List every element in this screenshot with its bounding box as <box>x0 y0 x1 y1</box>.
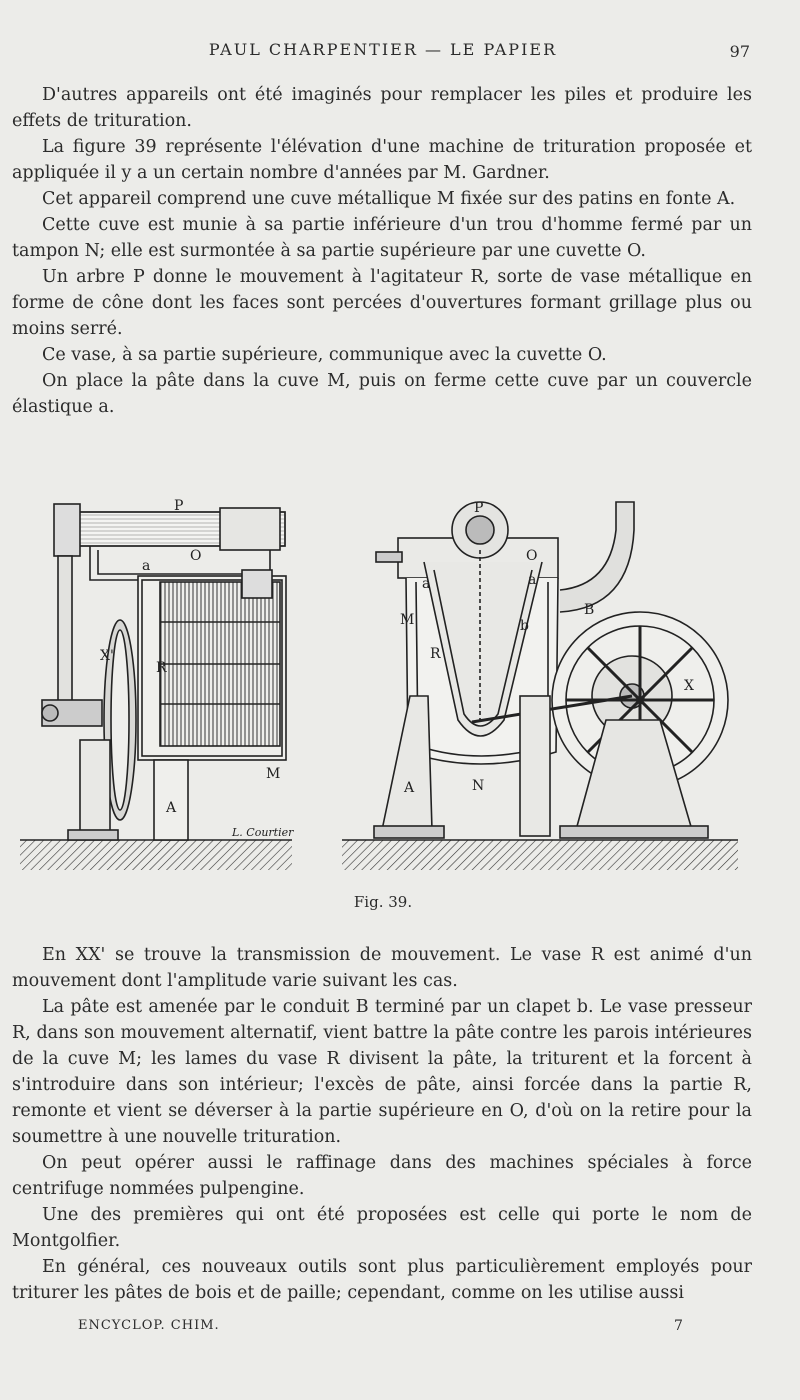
figure-caption: Fig. 39. <box>353 893 413 911</box>
label-O-right: O <box>526 548 538 564</box>
label-N-right: N <box>472 778 485 794</box>
footer-sheet-number: 7 <box>674 1318 683 1334</box>
label-M-left: M <box>266 766 281 782</box>
label-X-left: X' <box>100 648 114 664</box>
right-section <box>342 502 738 870</box>
machine-engraving <box>20 490 760 880</box>
label-M-right: M <box>400 612 415 628</box>
label-b-right: b <box>520 618 529 634</box>
top-text-block <box>12 82 752 420</box>
label-O-left: O <box>190 548 202 564</box>
label-a1-right: a <box>422 576 431 592</box>
label-R-left: R <box>156 660 167 676</box>
paragraph: La pâte est amenée par le conduit B terminé par un clapet b. Le vase presseur R, dans son mouvement alternatif, vient battre la pâte contre les parois intérieures de la cuve M; les lames du vase R divisent la pâte, la triturent et la forcent à s'introduire dans son intérieur; l'excès de pâte, ainsi forcée dans la partie R, remonte et vient se déverser à la partie supérieure en O, d'où on la retire pour la soumettre à une nouvelle trituration. <box>12 997 752 1147</box>
paragraph: Cette cuve est munie à sa partie inférieure d'un trou d'homme fermé par un tampon N; elle est surmontée à sa partie supérieure par une cuvette O. <box>12 215 752 261</box>
left-elevation <box>20 504 292 870</box>
paragraph: Ce vase, à sa partie supérieure, communique avec la cuvette O. <box>42 345 607 365</box>
label-X-right: X <box>684 678 694 694</box>
page-number: 97 <box>729 42 750 61</box>
paragraph: Cet appareil comprend une cuve métallique M fixée sur des patins en fonte A. <box>42 189 736 209</box>
figure-39 <box>20 490 760 880</box>
running-title: PAUL CHARPENTIER — LE PAPIER <box>208 40 558 59</box>
page-header <box>0 40 800 64</box>
label-A-left: A <box>166 800 177 816</box>
label-P-left: P <box>174 498 184 514</box>
label-a-left: a <box>142 558 151 574</box>
bottom-text-block <box>12 942 752 1306</box>
footer-signature-mark: ENCYCLOP. CHIM. <box>78 1318 220 1333</box>
label-R-right: R <box>430 646 441 662</box>
label-a2-right: a <box>528 572 537 588</box>
page-footer <box>0 1318 800 1340</box>
paragraph: On place la pâte dans la cuve M, puis on ferme cette cuve par un couvercle élastique a. <box>12 371 752 417</box>
paragraph: La figure 39 représente l'élévation d'une machine de trituration proposée et appliquée il y a un certain nombre d'années par M. Gardner. <box>12 137 752 183</box>
paragraph: En général, ces nouveaux outils sont plus particulièrement employés pour triturer les pâtes de bois et de paille; cependant, comme on les utilise aussi <box>12 1257 752 1303</box>
label-B-right: B <box>584 602 595 618</box>
label-A-right: A <box>404 780 415 796</box>
engraver-signature: L. Courtier <box>232 826 294 839</box>
paragraph: Une des premières qui ont été proposées est celle qui porte le nom de Montgolfier. <box>12 1205 752 1251</box>
paragraph: En XX' se trouve la transmission de mouvement. Le vase R est animé d'un mouvement dont l'amplitude varie suivant les cas. <box>12 945 752 991</box>
label-P-right: P <box>474 500 484 516</box>
paragraph: Un arbre P donne le mouvement à l'agitateur R, sorte de vase métallique en forme de cône dont les faces sont percées d'ouvertures formant grillage plus ou moins serré. <box>12 267 752 339</box>
paragraph: On peut opérer aussi le raffinage dans des machines spéciales à force centrifuge nommées pulpengine. <box>12 1153 752 1199</box>
paragraph: D'autres appareils ont été imaginés pour remplacer les piles et produire les effets de trituration. <box>12 85 752 131</box>
